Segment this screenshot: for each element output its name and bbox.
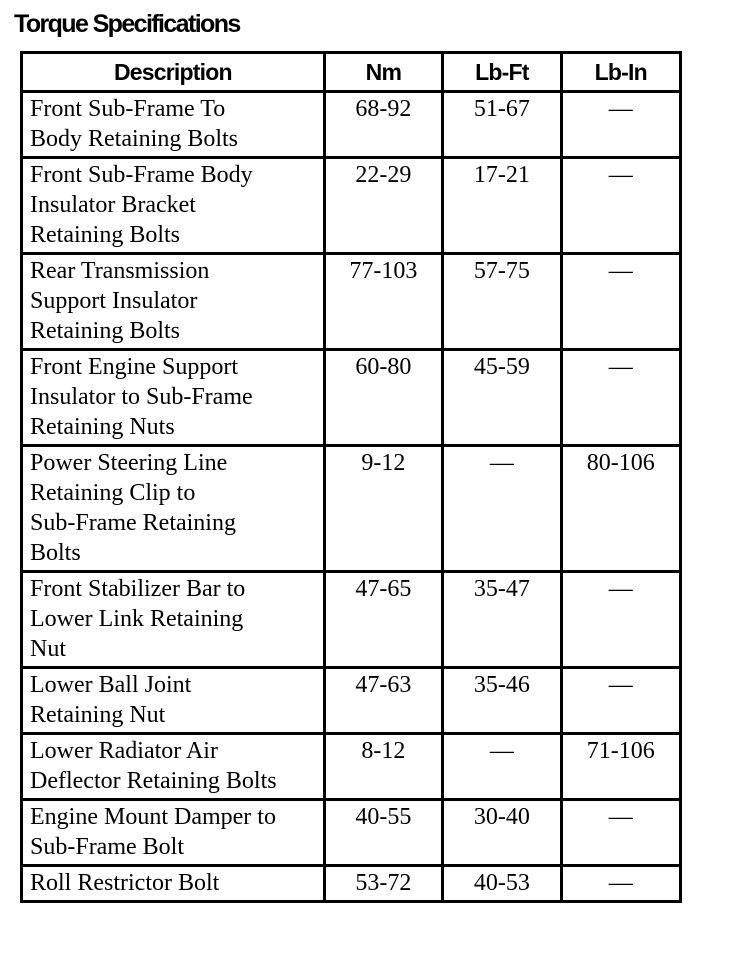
description-cell [22, 572, 325, 668]
lb-in-cell: — [561, 668, 680, 734]
description-line: Lower Link Retaining [30, 606, 244, 632]
nm-cell: 77-103 [324, 254, 442, 350]
table-row [22, 572, 681, 668]
lb-ft-cell: 30-40 [443, 800, 561, 866]
lb-in-cell: — [561, 800, 680, 866]
description-line: Lower Radiator Air [30, 738, 218, 764]
lb-ft-cell: 45-59 [443, 350, 561, 446]
lb-ft-cell: 51-67 [443, 92, 561, 158]
description-line: Insulator Bracket [30, 192, 196, 218]
description-cell [22, 446, 325, 572]
description-line: Front Stabilizer Bar to [30, 576, 246, 602]
description-cell [22, 92, 325, 158]
description-line: Power Steering Line [30, 450, 228, 476]
description-cell [22, 800, 325, 866]
description-line: Sub-Frame Retaining [30, 510, 236, 536]
lb-in-cell: — [561, 866, 680, 902]
nm-cell: 8-12 [324, 734, 442, 800]
column-header-lb-ft: Lb-Ft [443, 53, 561, 92]
column-header-nm: Nm [324, 53, 442, 92]
description-line: Retaining Bolts [30, 222, 180, 248]
lb-ft-cell: 17-21 [443, 158, 561, 254]
lb-ft-cell: — [443, 446, 561, 572]
table-row [22, 800, 681, 866]
nm-cell: 22-29 [324, 158, 442, 254]
lb-in-cell: 71-106 [561, 734, 680, 800]
table-row [22, 446, 681, 572]
description-line: Lower Ball Joint [30, 672, 192, 698]
description-line: Deflector Retaining Bolts [30, 768, 277, 794]
description-line: Body Retaining Bolts [30, 126, 239, 152]
description-cell [22, 866, 325, 902]
nm-cell: 9-12 [324, 446, 442, 572]
torque-spec-table [20, 51, 682, 903]
description-line: Sub-Frame Bolt [30, 834, 184, 860]
description-line: Retaining Clip to [30, 480, 196, 506]
table-row [22, 734, 681, 800]
description-cell [22, 254, 325, 350]
lb-in-cell: — [561, 350, 680, 446]
description-line: Rear Transmission [30, 258, 210, 284]
description-line: Front Sub-Frame Body [30, 162, 253, 188]
description-line: Support Insulator [30, 288, 198, 314]
lb-in-cell: 80-106 [561, 446, 680, 572]
lb-ft-cell: 35-46 [443, 668, 561, 734]
lb-in-cell: — [561, 92, 680, 158]
description-line: Retaining Bolts [30, 318, 180, 344]
nm-cell: 47-65 [324, 572, 442, 668]
description-line: Engine Mount Damper to [30, 804, 276, 830]
description-line: Nut [30, 636, 66, 662]
column-header-lb-in: Lb-In [561, 53, 680, 92]
table-row [22, 866, 681, 902]
lb-in-cell: — [561, 572, 680, 668]
description-cell [22, 668, 325, 734]
nm-cell: 40-55 [324, 800, 442, 866]
table-row [22, 158, 681, 254]
table-row [22, 668, 681, 734]
table-row [22, 350, 681, 446]
description-line: Retaining Nut [30, 702, 166, 728]
description-cell [22, 158, 325, 254]
description-cell [22, 734, 325, 800]
lb-in-cell: — [561, 254, 680, 350]
description-line: Front Sub-Frame To [30, 96, 226, 122]
lb-ft-cell: 35-47 [443, 572, 561, 668]
description-line: Bolts [30, 540, 81, 566]
nm-cell: 60-80 [324, 350, 442, 446]
nm-cell: 53-72 [324, 866, 442, 902]
lb-in-cell: — [561, 158, 680, 254]
description-line: Retaining Nuts [30, 414, 175, 440]
column-header-description: Description [22, 53, 325, 92]
table-body [22, 92, 681, 902]
description-cell [22, 350, 325, 446]
lb-ft-cell: 57-75 [443, 254, 561, 350]
description-line: Insulator to Sub-Frame [30, 384, 253, 410]
lb-ft-cell: 40-53 [443, 866, 561, 902]
description-line: Roll Restrictor Bolt [30, 870, 220, 896]
nm-cell: 68-92 [324, 92, 442, 158]
lb-ft-cell: — [443, 734, 561, 800]
header-row [22, 53, 681, 92]
nm-cell: 47-63 [324, 668, 442, 734]
description-line: Front Engine Support [30, 354, 238, 380]
table-row [22, 92, 681, 158]
table-row [22, 254, 681, 350]
page-title: Torque Specifications [14, 10, 240, 38]
